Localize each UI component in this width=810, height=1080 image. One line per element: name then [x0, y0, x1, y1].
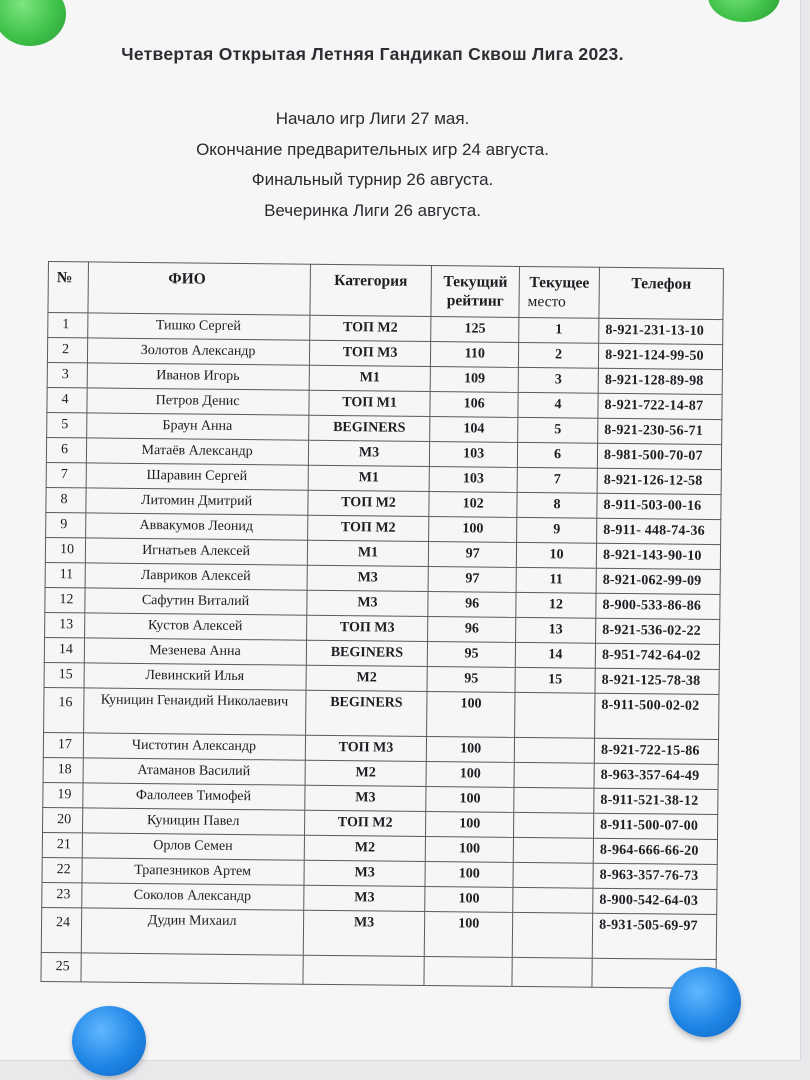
header-number: № [48, 262, 88, 313]
cell-phone: 8-951-742-64-02 [595, 643, 719, 669]
cell-number: 14 [44, 637, 84, 662]
cell-name: Фалолеев Тимофей [82, 783, 304, 810]
cell-number: 7 [46, 462, 86, 487]
header-category: Категория [310, 264, 432, 316]
cell-rating: 100 [426, 811, 514, 837]
cell-rating: 96 [428, 617, 516, 643]
header-place [519, 266, 600, 318]
cell-phone: 8-921-231-13-10 [599, 318, 723, 344]
cell-number: 22 [42, 857, 82, 882]
cell-name: Орлов Семен [82, 833, 304, 860]
cell-number: 23 [42, 882, 82, 907]
cell-place [514, 737, 594, 763]
cell-category: М1 [307, 540, 429, 566]
cell-name: Кустов Алексей [84, 613, 306, 640]
cell-place: 7 [517, 467, 597, 493]
league-title: Четвертая Открытая Летняя Гандикап Сквош Лига 2023. [121, 44, 624, 64]
cell-category: BEGINERS [308, 415, 430, 441]
cell-category: М3 [304, 785, 426, 811]
cell-rating: 100 [427, 691, 515, 737]
cell-rating: 95 [427, 666, 515, 692]
table-row [41, 907, 716, 959]
cell-name: Браун Анна [86, 413, 308, 440]
cell-place: 9 [517, 517, 597, 543]
cell-phone: 8-921-125-78-38 [595, 668, 719, 694]
cell-phone: 8-921-128-89-98 [598, 368, 722, 394]
cell-place [512, 957, 592, 987]
cell-place: 4 [518, 392, 598, 418]
cell-category: М3 [306, 590, 428, 616]
standings-body [41, 313, 723, 989]
cell-phone: 8-911-503-00-16 [597, 493, 721, 519]
cell-category: М3 [304, 860, 426, 886]
cell-number: 10 [45, 537, 85, 562]
cell-category: ТОП М2 [307, 515, 429, 541]
schedule-start: Начало игр Лиги 27 мая. [275, 109, 470, 128]
cell-rating: 125 [431, 317, 519, 343]
cell-name: Атаманов Василий [83, 758, 305, 785]
header-rating-line1: Текущий [443, 273, 508, 291]
league-schedule [0, 104, 745, 226]
cell-place: 10 [516, 542, 596, 568]
cell-phone: 8-963-357-76-73 [593, 863, 717, 889]
cell-category: ТОП М2 [309, 315, 431, 341]
cell-phone: 8-900-542-64-03 [593, 888, 717, 914]
cell-place: 11 [516, 567, 596, 593]
cell-phone: 8-921-126-12-58 [597, 468, 721, 494]
header-place-line2: место [527, 293, 566, 311]
cell-phone: 8-921-722-14-87 [598, 393, 722, 419]
cell-phone: 8-981-500-70-07 [597, 443, 721, 469]
cell-category: М1 [308, 465, 430, 491]
cell-rating: 100 [425, 911, 513, 957]
cell-place: 1 [519, 317, 599, 343]
cell-name: Трапезников Артем [82, 858, 304, 885]
cell-rating: 100 [426, 786, 514, 812]
schedule-final: Финальный турнир 26 августа. [251, 170, 494, 189]
header-place-line1: Текущее [529, 274, 590, 292]
cell-rating: 104 [430, 417, 518, 443]
cell-rating: 109 [431, 367, 519, 393]
cell-name: Матаёв Александр [86, 438, 308, 465]
cell-place [512, 912, 593, 958]
header-rating-line2: рейтинг [446, 292, 504, 310]
cell-phone: 8-921-536-02-22 [596, 618, 720, 644]
cell-phone: 8-921-143-90-10 [596, 543, 720, 569]
cell-category: М1 [309, 365, 431, 391]
cell-number: 15 [44, 662, 84, 687]
blue-magnet-bottom-left [72, 1006, 146, 1076]
cell-number: 4 [47, 387, 87, 412]
cell-phone: 8-900-533-86-86 [596, 593, 720, 619]
cell-phone: 8-964-666-66-20 [593, 838, 717, 864]
cell-rating [424, 956, 512, 986]
cell-rating: 100 [429, 517, 517, 543]
cell-phone: 8-921-722-15-86 [594, 738, 718, 764]
cell-rating: 103 [430, 467, 518, 493]
cell-category: М3 [307, 565, 429, 591]
cell-number: 25 [41, 952, 81, 981]
cell-rating: 97 [429, 542, 517, 568]
cell-rating: 97 [428, 567, 516, 593]
cell-category: М2 [304, 835, 426, 861]
cell-category: BEGINERS [306, 640, 428, 666]
cell-name: Шаравин Сергей [86, 463, 308, 490]
schedule-preliminary-end: Окончание предварительных игр 24 августа. [196, 139, 549, 159]
cell-number: 12 [45, 587, 85, 612]
cell-category: ТОП М3 [306, 615, 428, 641]
cell-place: 14 [515, 642, 595, 668]
cell-name: Петров Денис [86, 388, 308, 415]
header-name: ФИО [87, 262, 310, 315]
cell-category: ТОП М2 [308, 490, 430, 516]
cell-number: 9 [46, 512, 86, 537]
cell-place: 3 [518, 367, 598, 393]
cell-place [513, 837, 593, 863]
cell-phone: 8-911-500-07-00 [594, 813, 718, 839]
cell-name: Левинский Илья [84, 663, 306, 690]
cell-rating: 100 [426, 761, 514, 787]
cell-name: Соколов Александр [81, 883, 303, 910]
cell-category: М2 [305, 760, 427, 786]
cell-category: ТОП М3 [305, 735, 427, 761]
cell-place [515, 692, 596, 738]
cell-rating: 100 [425, 886, 513, 912]
cell-name: Иванов Игорь [87, 363, 309, 390]
cell-name: Дудин Михаил [81, 908, 304, 955]
cell-phone: 8-911-521-38-12 [594, 788, 718, 814]
cell-number: 2 [47, 338, 87, 363]
cell-place [514, 762, 594, 788]
cell-name: Игнатьев Алексей [85, 538, 307, 565]
cell-name: Чистотин Александр [83, 733, 305, 760]
cell-number: 8 [46, 487, 86, 512]
cell-category: М3 [303, 885, 425, 911]
cell-rating: 100 [427, 736, 515, 762]
cell-place: 8 [517, 492, 597, 518]
schedule-party: Вечеринка Лиги 26 августа. [264, 200, 481, 220]
cell-name: Куницин Павел [82, 808, 304, 835]
cell-category: М2 [306, 665, 428, 691]
cell-phone: 8-931-505-69-97 [592, 913, 716, 959]
cell-phone: 8-963-357-64-49 [594, 763, 718, 789]
header-phone: Телефон [599, 267, 723, 319]
cell-number: 5 [47, 412, 87, 437]
cell-rating: 103 [430, 442, 518, 468]
cell-number: 19 [43, 782, 83, 807]
header-rating [431, 266, 519, 318]
table-row [41, 952, 716, 988]
cell-number: 21 [42, 832, 82, 857]
cell-place: 5 [518, 417, 598, 443]
cell-category: ТОП М1 [309, 390, 431, 416]
cell-number: 20 [43, 807, 83, 832]
cell-category: BEGINERS [305, 690, 427, 736]
cell-name: Мезенева Анна [84, 638, 306, 665]
standings-table [40, 261, 724, 989]
cell-number: 6 [46, 437, 86, 462]
cell-name: Сафутин Виталий [84, 588, 306, 615]
cell-category [303, 955, 425, 985]
cell-phone: 8-921-230-56-71 [598, 418, 722, 444]
cell-category: ТОП М3 [309, 340, 431, 366]
cell-phone: 8-911- 448-74-36 [597, 518, 721, 544]
cell-place [513, 887, 593, 913]
cell-rating: 100 [426, 836, 514, 862]
cell-place [513, 862, 593, 888]
cell-place: 12 [516, 592, 596, 618]
cell-number: 24 [41, 907, 81, 952]
cell-rating: 106 [430, 392, 518, 418]
cell-name: Лавриков Алексей [85, 563, 307, 590]
table-row [44, 687, 719, 739]
cell-phone: 8-911-500-02-02 [595, 693, 719, 739]
cell-rating: 100 [425, 861, 513, 887]
cell-number: 16 [44, 687, 84, 732]
cell-rating: 96 [428, 592, 516, 618]
cell-number: 17 [43, 732, 83, 757]
cell-place: 6 [517, 442, 597, 468]
cell-number: 13 [45, 612, 85, 637]
cell-place [514, 787, 594, 813]
blue-magnet-bottom-right [669, 967, 741, 1037]
cell-rating: 102 [429, 492, 517, 518]
cell-phone: 8-921-062-99-09 [596, 568, 720, 594]
cell-name: Литомин Дмитрий [85, 488, 307, 515]
cell-name: Куницин Генаидий Николаевич [83, 688, 306, 735]
cell-name: Тишко Сергей [87, 313, 309, 340]
cell-phone: 8-921-124-99-50 [598, 343, 722, 369]
cell-number: 11 [45, 562, 85, 587]
cell-place: 13 [516, 617, 596, 643]
cell-number: 3 [47, 362, 87, 387]
cell-number: 18 [43, 757, 83, 782]
cell-name: Золотов Александр [87, 338, 309, 365]
cell-category: М3 [303, 910, 425, 956]
cell-category: М3 [308, 440, 430, 466]
cell-number: 1 [48, 313, 88, 338]
cell-place: 2 [518, 342, 598, 368]
cell-name: Аввакумов Леонид [85, 513, 307, 540]
cell-rating: 110 [431, 342, 519, 368]
cell-category: ТОП М2 [304, 810, 426, 836]
cell-rating: 95 [428, 641, 516, 667]
table-header-row [48, 262, 723, 320]
cell-place: 15 [515, 667, 595, 693]
cell-place [513, 812, 593, 838]
cell-name [80, 953, 302, 984]
